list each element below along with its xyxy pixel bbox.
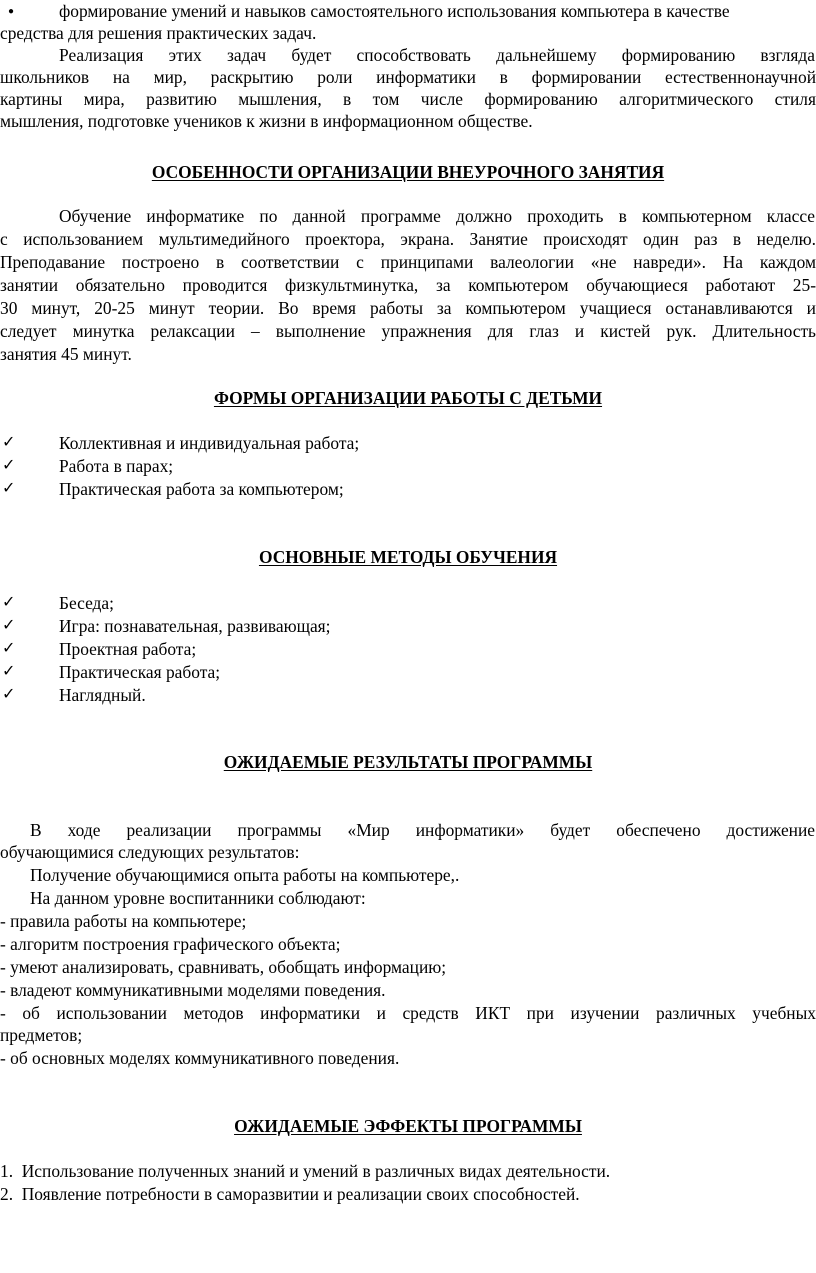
methods-list-item: Проектная работа; [59, 639, 197, 659]
section-heading-results: ОЖИДАЕМЫЕ РЕЗУЛЬТАТЫ ПРОГРАММЫ [223, 752, 593, 772]
results-line: На данном уровне воспитанники соблюдают: [30, 888, 366, 908]
effects-list-item [0, 1160, 816, 1182]
checkmark-icon: ✓ [2, 638, 16, 657]
section-heading-forms: ФОРМЫ ОРГАНИЗАЦИИ РАБОТЫ С ДЕТЬМИ [213, 388, 603, 408]
effects-item-text: Использование полученных знаний и умений в различных видах деятельности. [21, 1161, 611, 1181]
checkmark-icon: ✓ [2, 684, 16, 703]
effects-item-text: Появление потребности в саморазвитии и реализации своих способностей. [21, 1184, 580, 1204]
checkmark-icon: ✓ [2, 592, 16, 611]
methods-list-item: Беседа; [59, 593, 114, 613]
checkmark-icon: ✓ [2, 661, 16, 680]
results-line: обучающимися следующих результатов: [0, 842, 300, 862]
section1-line: с использованием мультимедийного проектора, экрана. Занятие происходят один раз в неделю. [0, 229, 816, 249]
effects-list-item [0, 1183, 816, 1205]
section-heading-methods: ОСНОВНЫЕ МЕТОДЫ ОБУЧЕНИЯ [258, 547, 558, 567]
section1-line: Обучение информатике по данной программе должно проходить в компьютерном классе [59, 206, 815, 226]
section-heading-effects: ОЖИДАЕМЫЕ ЭФФЕКТЫ ПРОГРАММЫ [234, 1116, 582, 1136]
intro-paragraph-line: картины мира, развитию мышления, в том числе формированию алгоритмического стиля [0, 89, 816, 109]
results-line: - владеют коммуникативными моделями поведения. [0, 980, 386, 1000]
section1-line: занятия 45 минут. [0, 344, 132, 364]
checkmark-icon: ✓ [2, 455, 16, 474]
forms-list-item: Работа в парах; [59, 456, 174, 476]
effects-item-number: 1. [0, 1161, 14, 1181]
methods-list-item: Наглядный. [59, 685, 146, 705]
checkmark-icon: ✓ [2, 432, 16, 451]
forms-list-item: Практическая работа за компьютером; [59, 479, 344, 499]
checkmark-icon: ✓ [2, 478, 16, 497]
results-line: предметов; [0, 1025, 83, 1045]
effects-item-number: 2. [0, 1184, 14, 1204]
section-heading-organization: ОСОБЕННОСТИ ОРГАНИЗАЦИИ ВНЕУРОЧНОГО ЗАНЯТИЯ [151, 162, 665, 182]
intro-bullet-line-1: формирование умений и навыков самостоятельного использования компьютера в качестве [59, 1, 730, 21]
section1-line: занятии обязательно проводится физкультминутка, за компьютером обучающиеся работают 25- [0, 275, 816, 295]
bullet-dot-icon: ● [8, 6, 15, 17]
results-line: - умеют анализировать, сравнивать, обобщать информацию; [0, 957, 447, 977]
intro-paragraph-line: школьников на мир, раскрытию роли информатики в формировании естественнонаучной [0, 67, 816, 87]
intro-paragraph-line: Реализация этих задач будет способствовать дальнейшему формированию взгляда [59, 45, 815, 65]
results-line: В ходе реализации программы «Мир информатики» будет обеспечено достижение [30, 820, 815, 840]
forms-list-item: Коллективная и индивидуальная работа; [59, 433, 360, 453]
methods-list-item: Игра: познавательная, развивающая; [59, 616, 331, 636]
results-line: - об использовании методов информатики и средств ИКТ при изучении различных учебных [0, 1003, 816, 1023]
results-line: - правила работы на компьютере; [0, 911, 247, 931]
results-line: - алгоритм построения графического объекта; [0, 934, 341, 954]
methods-list-item: Практическая работа; [59, 662, 221, 682]
results-line: Получение обучающимися опыта работы на компьютере,. [30, 865, 460, 885]
results-line: - об основных моделях коммуникативного поведения. [0, 1048, 400, 1068]
section1-line: Преподавание построено в соответствии с принципами валеологии «не навреди». На каждом [0, 252, 816, 272]
section1-line: следует минутка релаксации – выполнение упражнения для глаз и кистей рук. Длительность [0, 321, 816, 341]
checkmark-icon: ✓ [2, 615, 16, 634]
section1-line: 30 минут, 20-25 минут теории. Во время работы за компьютером учащиеся останавливаются и [0, 298, 816, 318]
intro-bullet-line-2: средства для решения практических задач. [0, 23, 317, 43]
intro-paragraph-line: мышления, подготовке учеников к жизни в информационном обществе. [0, 111, 533, 131]
